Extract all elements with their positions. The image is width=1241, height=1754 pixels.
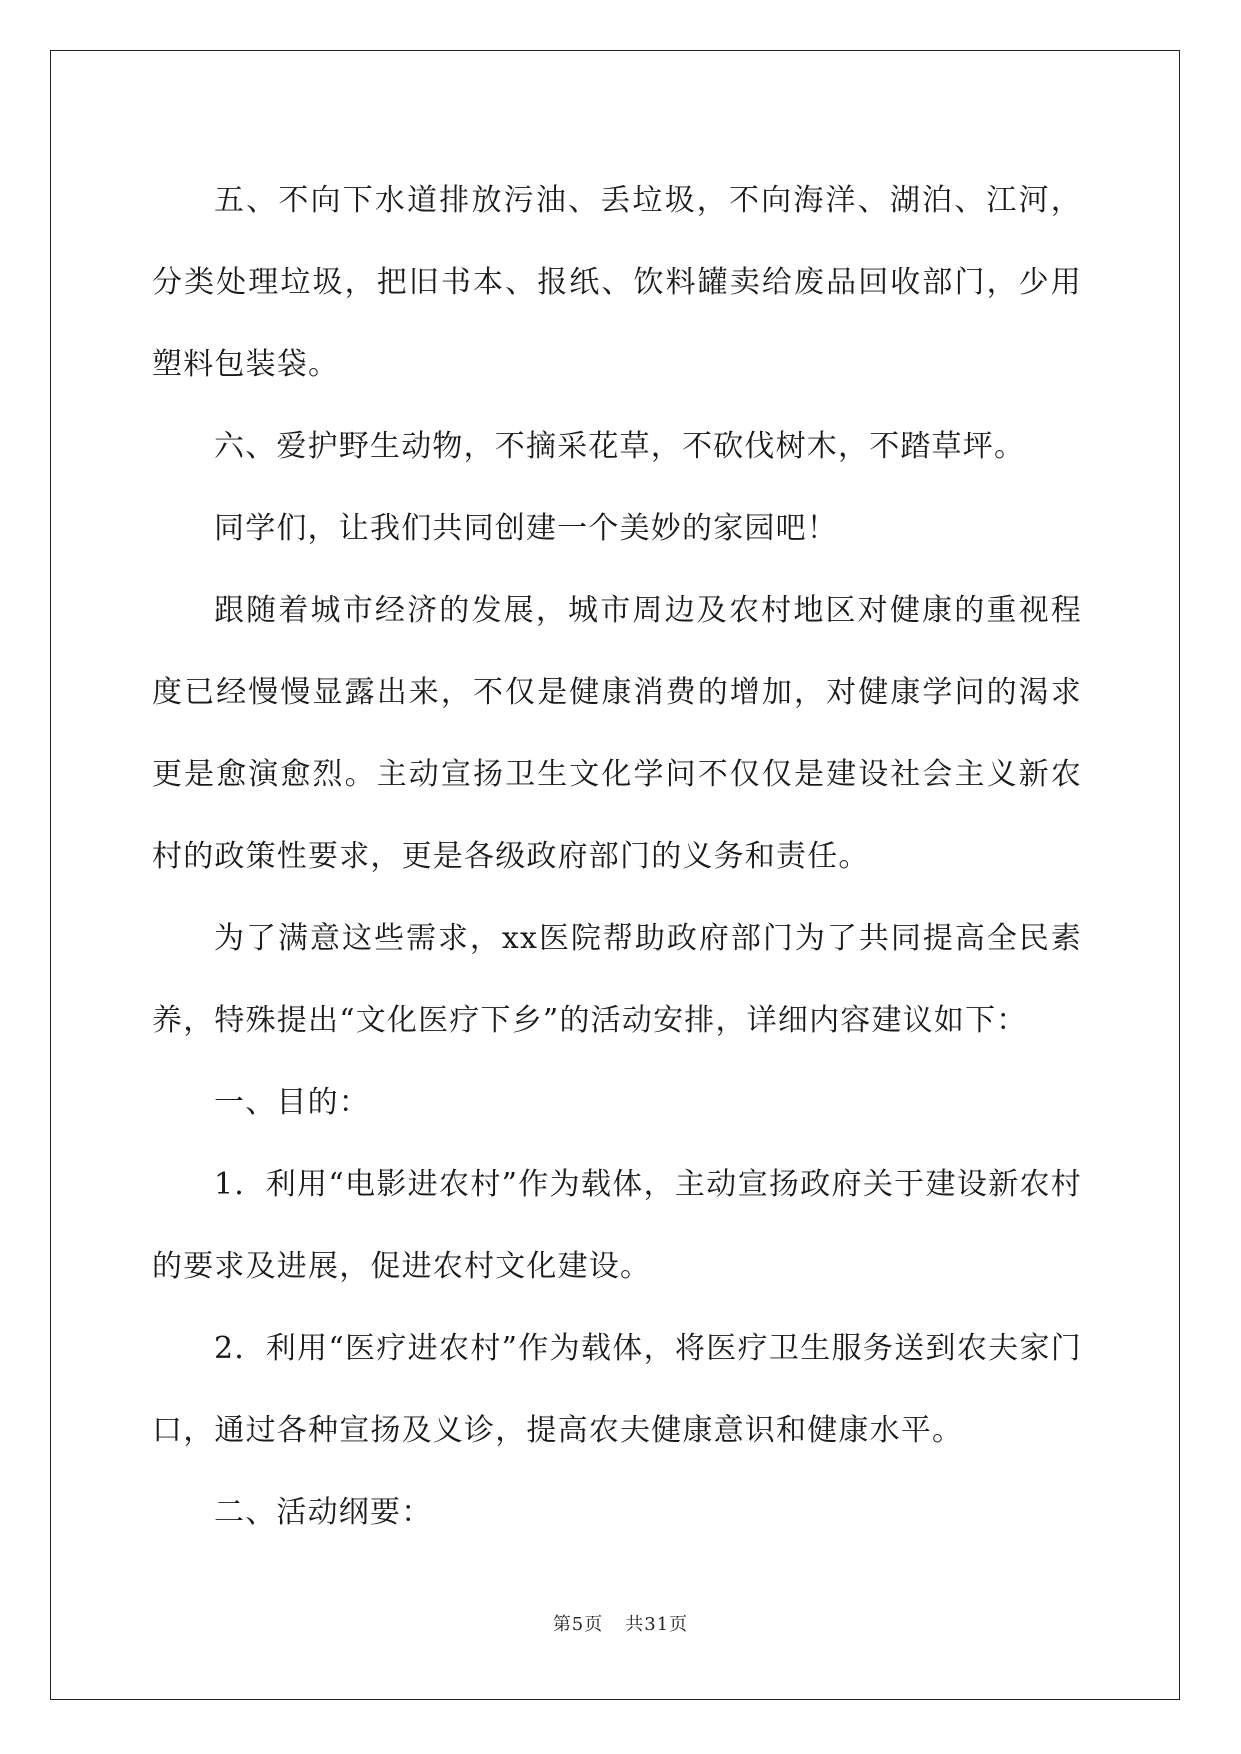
paragraph-purpose-1: 1．利用“电影进农村”作为载体，主动宣扬政府关于建设新农村的要求及进展，促进农村文化建设。 (152, 1167, 1082, 1284)
paragraph-health-background: 跟随着城市经济的发展，城市周边及农村地区对健康的重视程度已经慢慢显露出来，不仅是健康消费的增加，对健康学问的渴求更是愈演愈烈。主动宣扬卫生文化学问不仅仅是建设社会主义新农村的政策性要求，更是各级政府部门的义务和责任。 (152, 593, 1082, 874)
page-footer (0, 1610, 1241, 1636)
section-heading-outline: 二、活动纲要： (214, 1495, 433, 1530)
section-heading-purpose: 一、目的： (214, 1085, 370, 1120)
paragraph-5-environment: 五、不向下水道排放污油、丢垃圾，不向海洋、湖泊、江河，分类处理垃圾，把旧书本、报纸、饮料罐卖给废品回收部门，少用塑料包装袋。 (152, 183, 1082, 382)
page-total: 共31页 (625, 1614, 689, 1635)
paragraph-6-wildlife: 六、爱护野生动物，不摘采花草，不砍伐树木，不踏草坪。 (214, 429, 1026, 464)
paragraph-purpose-2: 2．利用“医疗进农村”作为载体，将医疗卫生服务送到农夫家门口，通过各种宣扬及义诊，提高农夫健康意识和健康水平。 (152, 1331, 1082, 1448)
document-body (152, 160, 1082, 1554)
paragraph-proposal: 为了满意这些需求，xx医院帮助政府部门为了共同提高全民素养，特殊提出“文化医疗下乡”的活动安排，详细内容建议如下： (152, 921, 1082, 1038)
page-number: 第5页 (552, 1614, 604, 1635)
paragraph-call-to-action: 同学们，让我们共同创建一个美妙的家园吧！ (214, 511, 838, 546)
